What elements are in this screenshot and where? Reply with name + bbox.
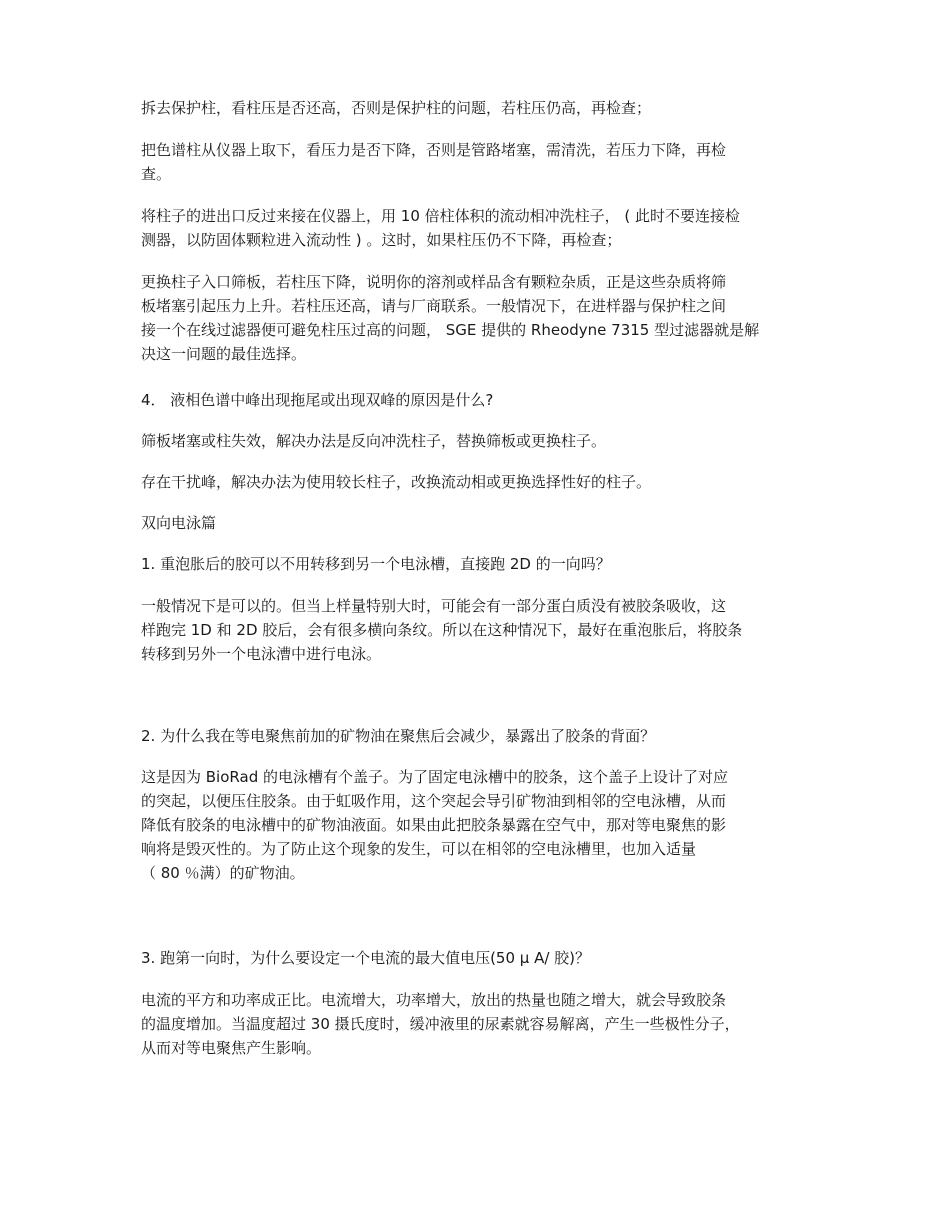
text-line: 3. 跑第一向时，为什么要设定一个电流的最大值电压(50 μ A/ 胶)？ [141, 949, 591, 967]
text-line: 的突起，以便压住胶条。由于虹吸作用，这个突起会导引矿物油到相邻的空电泳槽，从而 [141, 792, 727, 810]
text-line: 决这一问题的最佳选择。 [141, 345, 307, 363]
text-line: 更换柱子入口筛板，若柱压下降，说明你的溶剂或样品含有颗粒杂质，正是这些杂质将筛 [141, 273, 727, 291]
answer-2-paragraph [141, 765, 728, 885]
section-title-2d-electrophoresis [141, 511, 216, 535]
text-line: 从而对等电聚焦产生影响。 [141, 1039, 322, 1057]
question-3-heading [141, 946, 590, 970]
text-line: 转移到另外一个电泳漕中进行电泳。 [141, 645, 382, 663]
paragraph-remove-column [141, 138, 726, 186]
answer-3-paragraph [141, 988, 740, 1060]
paragraph-reverse-flush [141, 204, 740, 252]
text-line: 测器，以防固体颗粒进入流动性 ) 。这时，如果柱压仍不下降，再检查； [141, 231, 622, 249]
text-line: 查。 [141, 165, 172, 183]
text-line: 将柱子的进出口反过来接在仪器上，用 10 倍柱体积的流动相冲洗柱子， ( 此时不要连接检 [141, 207, 741, 225]
text-line: 筛板堵塞或柱失效，解决办法是反向冲洗柱子，替换筛板或更换柱子。 [141, 432, 607, 450]
text-line: 接一个在线过滤器便可避免柱压过高的问题， SGE 提供的 Rheodyne 7315 型过滤器就是解 [141, 321, 760, 339]
paragraph-frit-blocked [141, 429, 606, 453]
text-line: 双向电泳篇 [141, 514, 217, 532]
text-line: 降低有胶条的电泳槽中的矿物油液面。如果由此把胶条暴露在空气中，那对等电聚焦的影 [141, 816, 727, 834]
answer-1-paragraph [141, 594, 742, 666]
text-line: 这是因为 BioRad 的电泳槽有个盖子。为了固定电泳槽中的胶条，这个盖子上设计了对应 [141, 768, 728, 786]
text-line: 2. 为什么我在等电聚焦前加的矿物油在聚焦后会减少，暴露出了胶条的背面？ [141, 727, 656, 745]
text-line: 样跑完 1D 和 2D 胶后，会有很多横向条纹。所以在这种情况下，最好在重泡胀后，将胶条 [141, 621, 743, 639]
text-line: 的温度增加。当温度超过 30 摄氏度时，缓冲液里的尿素就容易解离，产生一些极性分子， [141, 1015, 740, 1033]
text-line: 存在干扰峰，解决办法为使用较长柱子，改换流动相或更换选择性好的柱子。 [141, 473, 652, 491]
text-line: 4． 液相色谱中峰出现拖尾或出现双峰的原因是什么? [141, 391, 494, 409]
text-line: 拆去保护柱，看柱压是否还高，否则是保护柱的问题，若柱压仍高，再检查； [141, 99, 652, 117]
text-line: 1. 重泡胀后的胶可以不用转移到另一个电泳槽，直接跑 2D 的一向吗？ [141, 555, 611, 573]
paragraph-remove-guard-column [141, 96, 651, 120]
paragraph-replace-frit [141, 270, 759, 366]
text-line: 响将是毁灭性的。为了防止这个现象的发生，可以在相邻的空电泳槽里，也加入适量 [141, 840, 697, 858]
text-line: 把色谱柱从仪器上取下，看压力是否下降，否则是管路堵塞，需清洗，若压力下降，再检 [141, 141, 727, 159]
question-1-heading [141, 552, 611, 576]
text-line: 电流的平方和功率成正比。电流增大，功率增大，放出的热量也随之增大，就会导致胶条 [141, 991, 727, 1009]
paragraph-interference-peak [141, 470, 651, 494]
text-line: （ 80 ％满）的矿物油。 [141, 864, 305, 882]
question-2-heading [141, 724, 655, 748]
question-4-heading [141, 388, 493, 412]
text-line: 板堵塞引起压力上升。若柱压还高，请与厂商联系。一般情况下，在进样器与保护柱之间 [141, 297, 727, 315]
text-line: 一般情况下是可以的。但当上样量特别大时，可能会有一部分蛋白质没有被胶条吸收，这 [141, 597, 727, 615]
